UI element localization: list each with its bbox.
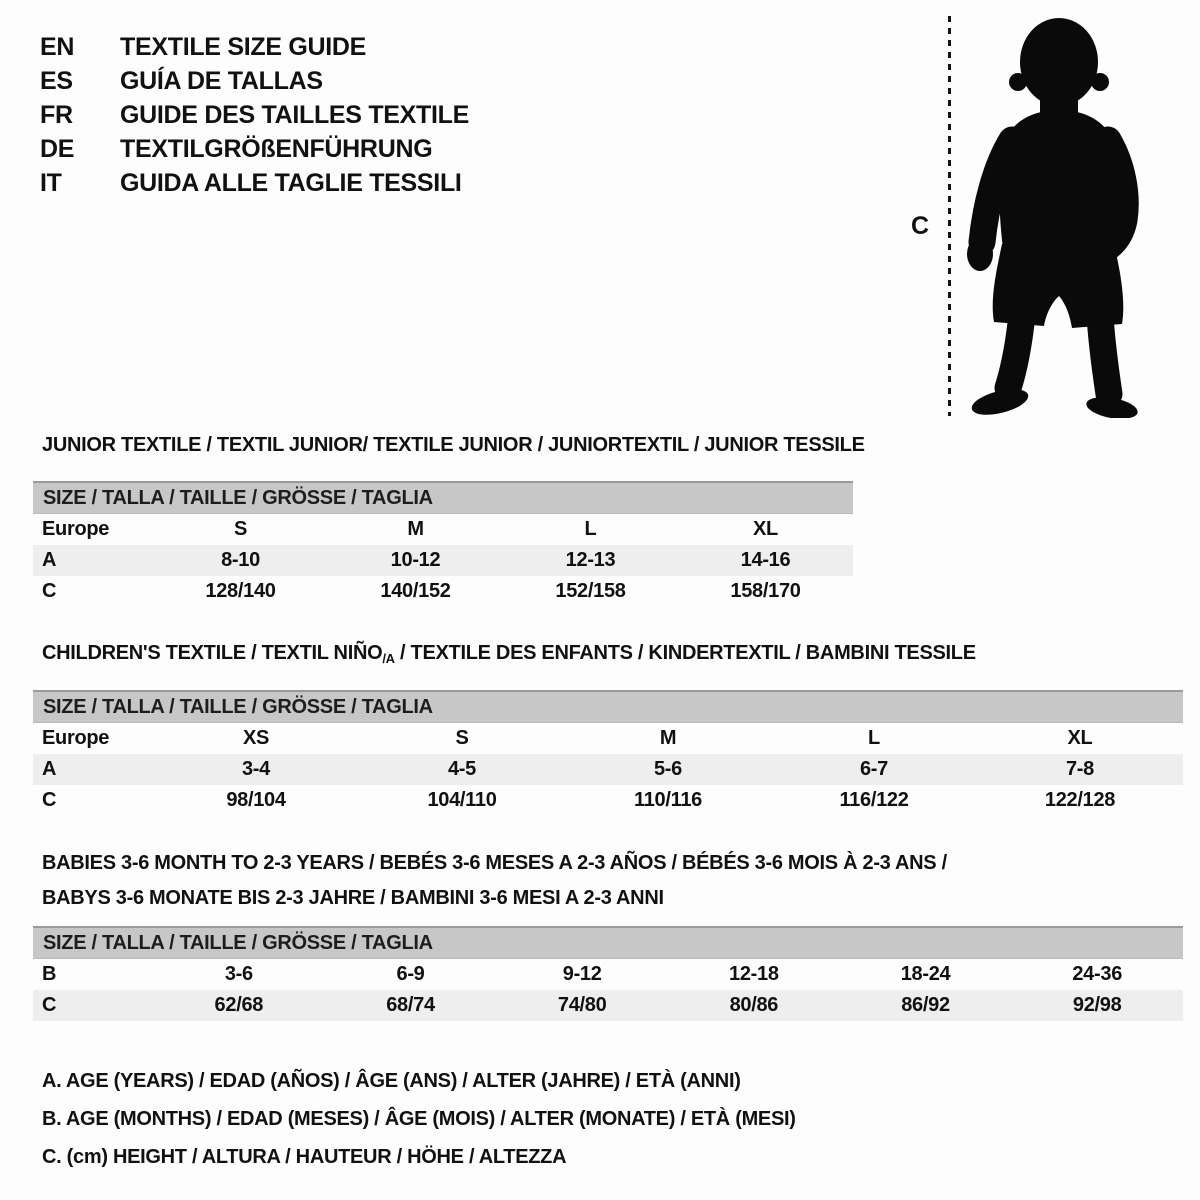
babies-section-heading xyxy=(42,846,947,916)
table-cell: 110/116 xyxy=(634,789,702,811)
table-row-europe xyxy=(33,723,1183,754)
table-cell: XL xyxy=(753,518,778,540)
height-c-label: C xyxy=(911,212,929,240)
table-cell: 104/110 xyxy=(427,789,497,811)
table-row-b xyxy=(33,959,1183,990)
table-cell: 8-10 xyxy=(221,549,260,571)
language-code: IT xyxy=(40,168,62,197)
table-cell: 3-4 xyxy=(241,758,270,780)
table-cell: 152/158 xyxy=(555,580,626,602)
row-label: C xyxy=(42,789,57,811)
size-header-bar: SIZE / TALLA / TAILLE / GRÖSSE / TAGLIA xyxy=(33,481,853,514)
legend-line-a: A. AGE (YEARS) / EDAD (AÑOS) / ÂGE (ANS) / ALTER (JAHRE) / ETÀ (ANNI) xyxy=(42,1070,741,1092)
children-size-table xyxy=(33,690,1183,816)
table-cell: 128/140 xyxy=(205,580,276,602)
legend-line-c: C. (cm) HEIGHT / ALTURA / HAUTEUR / HÖHE / ALTEZZA xyxy=(42,1146,567,1168)
table-cell: 3-6 xyxy=(224,963,253,985)
children-section-heading xyxy=(42,642,976,666)
legend-line-b: B. AGE (MONTHS) / EDAD (MESES) / ÂGE (MOIS) / ALTER (MONATE) / ETÀ (MESI) xyxy=(42,1108,796,1130)
language-row-it xyxy=(40,166,469,200)
table-cell: 92/98 xyxy=(1072,994,1122,1016)
junior-section-heading: JUNIOR TEXTILE / TEXTIL JUNIOR/ TEXTILE JUNIOR / JUNIORTEXTIL / JUNIOR TESSILE xyxy=(42,434,865,456)
language-row-de xyxy=(40,132,469,166)
table-row-europe xyxy=(33,514,853,545)
table-cell: 6-9 xyxy=(396,963,425,985)
table-cell: 62/68 xyxy=(214,994,264,1016)
table-cell: 80/86 xyxy=(729,994,779,1016)
table-cell: 74/80 xyxy=(557,994,607,1016)
babies-heading-line1: BABIES 3-6 MONTH TO 2-3 YEARS / BEBÉS 3-6 MESES A 2-3 AÑOS / BÉBÉS 3-6 MOIS À 2-3 ANS / xyxy=(42,852,947,874)
junior-table-rows xyxy=(33,514,853,607)
table-cell: 9-12 xyxy=(562,963,602,985)
babies-table-rows xyxy=(33,959,1183,1021)
language-row-fr xyxy=(40,98,469,132)
row-label: B xyxy=(42,963,57,985)
size-header-bar: SIZE / TALLA / TAILLE / GRÖSSE / TAGLIA xyxy=(33,690,1183,723)
table-cell: 7-8 xyxy=(1065,758,1094,780)
language-title: TEXTILE SIZE GUIDE xyxy=(120,32,367,61)
language-code: ES xyxy=(40,66,73,95)
language-title: GUIDA ALLE TAGLIE TESSILI xyxy=(120,168,462,197)
children-table-rows xyxy=(33,723,1183,816)
children-heading-before: CHILDREN'S TEXTILE / TEXTIL NIÑO xyxy=(42,642,383,664)
babies-size-table xyxy=(33,926,1183,1021)
table-cell: S xyxy=(455,727,469,749)
table-cell: L xyxy=(584,518,597,540)
table-cell: 158/170 xyxy=(730,580,801,602)
row-label: C xyxy=(42,994,57,1016)
table-cell: XS xyxy=(242,727,270,749)
table-cell: 14-16 xyxy=(740,549,791,571)
table-cell: 18-24 xyxy=(900,963,951,985)
language-row-en xyxy=(40,30,469,64)
junior-size-table xyxy=(33,481,853,607)
children-heading-after: / TEXTILE DES ENFANTS / KINDERTEXTIL / BAMBINI TESSILE xyxy=(394,642,976,664)
table-cell: 140/152 xyxy=(380,580,451,602)
row-label: Europe xyxy=(42,518,110,540)
language-code: EN xyxy=(40,32,75,61)
table-cell: 68/74 xyxy=(386,994,435,1016)
height-measure-figure xyxy=(895,6,1170,421)
toddler-silhouette-icon xyxy=(962,14,1147,418)
babies-heading-line2: BABYS 3-6 MONATE BIS 2-3 JAHRE / BAMBINI 3-6 MESI A 2-3 ANNI xyxy=(42,887,664,909)
row-label: A xyxy=(42,758,57,780)
table-row-c xyxy=(33,990,1183,1021)
language-title: TEXTILGRÖßENFÜHRUNG xyxy=(120,134,433,163)
table-cell: 5-6 xyxy=(653,758,682,780)
row-label: Europe xyxy=(42,727,110,749)
language-code: FR xyxy=(40,100,73,129)
table-cell: 98/104 xyxy=(226,789,286,811)
table-cell: 10-12 xyxy=(390,549,441,571)
table-cell: S xyxy=(233,518,248,540)
table-row-c xyxy=(33,785,1183,816)
table-cell: 86/92 xyxy=(901,994,950,1016)
table-cell: 12-18 xyxy=(729,963,779,985)
language-row-es xyxy=(40,64,469,98)
table-cell: M xyxy=(659,727,677,749)
language-title: GUÍA DE TALLAS xyxy=(120,66,323,95)
table-row-a xyxy=(33,545,853,576)
table-cell: L xyxy=(868,727,880,749)
table-cell: 24-36 xyxy=(1072,963,1123,985)
row-label: C xyxy=(42,580,57,602)
table-cell: 6-7 xyxy=(859,758,888,780)
table-cell: 12-13 xyxy=(565,549,616,571)
height-dashed-line xyxy=(948,16,951,416)
measurement-legend xyxy=(42,1070,796,1184)
language-title: GUIDE DES TAILLES TEXTILE xyxy=(120,100,470,129)
table-cell: 4-5 xyxy=(447,758,476,780)
table-cell: 122/128 xyxy=(1044,789,1116,811)
language-code: DE xyxy=(40,134,75,163)
language-list xyxy=(40,30,469,200)
nino-a-subscript: /A xyxy=(382,651,395,666)
table-row-c xyxy=(33,576,853,607)
table-cell: M xyxy=(407,518,424,540)
table-cell: 116/122 xyxy=(839,789,909,811)
size-header-bar: SIZE / TALLA / TAILLE / GRÖSSE / TAGLIA xyxy=(33,926,1183,959)
table-row-a xyxy=(33,754,1183,785)
row-label: A xyxy=(42,549,57,571)
table-cell: XL xyxy=(1067,727,1093,749)
